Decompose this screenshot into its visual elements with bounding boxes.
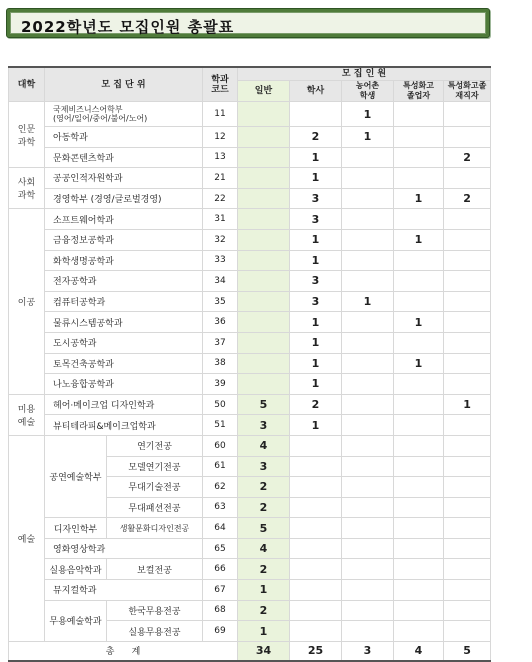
value-cell bbox=[342, 580, 394, 601]
value-cell: 1 bbox=[290, 374, 342, 395]
table-row bbox=[9, 312, 491, 333]
value-cell bbox=[238, 188, 290, 209]
value-cell bbox=[444, 209, 491, 230]
value-cell bbox=[444, 353, 491, 374]
header-quota: 모 집 인 원 bbox=[238, 67, 491, 81]
value-cell: 3 bbox=[290, 291, 342, 312]
value-cell: 1 bbox=[290, 332, 342, 353]
value-cell bbox=[342, 271, 394, 292]
table-row bbox=[9, 394, 491, 415]
value-cell bbox=[444, 250, 491, 271]
value-cell: 2 bbox=[238, 497, 290, 518]
total-value: 34 bbox=[238, 641, 290, 661]
value-cell bbox=[290, 559, 342, 580]
table-row bbox=[9, 559, 491, 580]
value-cell bbox=[342, 229, 394, 250]
table-row bbox=[9, 188, 491, 209]
table-row bbox=[9, 127, 491, 148]
total-value: 25 bbox=[290, 641, 342, 661]
value-cell bbox=[394, 435, 444, 456]
value-cell bbox=[238, 332, 290, 353]
header-col-label: 일반 bbox=[254, 86, 273, 96]
table-row bbox=[9, 291, 491, 312]
header-col-vocational-employed bbox=[444, 81, 491, 102]
value-cell: 1 bbox=[290, 312, 342, 333]
unit-cell: 화학생명공학과 bbox=[45, 250, 203, 271]
unit-cell: 공공인적자원학과 bbox=[45, 168, 203, 189]
value-cell bbox=[394, 147, 444, 168]
value-cell bbox=[394, 168, 444, 189]
value-cell bbox=[290, 538, 342, 559]
value-cell bbox=[290, 621, 342, 642]
unit-cell bbox=[45, 102, 203, 127]
unit-cell: 나노융합공학과 bbox=[45, 374, 203, 395]
value-cell: 2 bbox=[290, 127, 342, 148]
table-row bbox=[9, 147, 491, 168]
code-cell: 21 bbox=[203, 168, 238, 189]
code-cell: 63 bbox=[203, 497, 238, 518]
value-cell: 1 bbox=[290, 353, 342, 374]
value-cell bbox=[444, 497, 491, 518]
header-col-rural bbox=[342, 81, 394, 102]
total-value: 5 bbox=[444, 641, 491, 661]
header-col-general bbox=[238, 81, 290, 102]
code-cell: 32 bbox=[203, 229, 238, 250]
group-cell: 뮤지컬학과 bbox=[45, 580, 203, 601]
value-cell bbox=[238, 271, 290, 292]
unit-cell: 헤어·메이크업 디자인학과 bbox=[45, 394, 203, 415]
code-cell: 37 bbox=[203, 332, 238, 353]
value-cell bbox=[238, 291, 290, 312]
college-cell bbox=[9, 168, 45, 209]
value-cell bbox=[238, 353, 290, 374]
value-cell bbox=[238, 127, 290, 148]
header-code-text: 학과 코드 bbox=[211, 74, 229, 95]
value-cell: 1 bbox=[342, 291, 394, 312]
table-row bbox=[9, 600, 491, 621]
value-cell: 1 bbox=[238, 580, 290, 601]
major-cell: 한국무용전공 bbox=[107, 600, 203, 621]
total-row bbox=[9, 641, 491, 661]
value-cell: 1 bbox=[342, 102, 394, 127]
college-cell: 예술 bbox=[9, 435, 45, 641]
major-cell: 연기전공 bbox=[107, 435, 203, 456]
value-cell bbox=[444, 538, 491, 559]
value-cell bbox=[342, 332, 394, 353]
code-cell: 35 bbox=[203, 291, 238, 312]
value-cell bbox=[342, 477, 394, 498]
value-cell bbox=[342, 456, 394, 477]
value-cell bbox=[342, 415, 394, 436]
major-cell: 모델연기전공 bbox=[107, 456, 203, 477]
value-cell: 1 bbox=[342, 127, 394, 148]
code-cell: 66 bbox=[203, 559, 238, 580]
value-cell bbox=[342, 621, 394, 642]
code-cell: 22 bbox=[203, 188, 238, 209]
value-cell bbox=[394, 209, 444, 230]
value-cell bbox=[342, 209, 394, 230]
unit-cell: 아동학과 bbox=[45, 127, 203, 148]
value-cell bbox=[394, 456, 444, 477]
value-cell bbox=[444, 332, 491, 353]
table-row bbox=[9, 168, 491, 189]
value-cell bbox=[238, 312, 290, 333]
value-cell bbox=[290, 600, 342, 621]
major-cell: 실용무용전공 bbox=[107, 621, 203, 642]
value-cell: 5 bbox=[238, 394, 290, 415]
major-cell: 보컬전공 bbox=[107, 559, 203, 580]
unit-cell: 소프트웨어학과 bbox=[45, 209, 203, 230]
table-row bbox=[9, 102, 491, 127]
group-cell: 실용음악학과 bbox=[45, 559, 107, 580]
value-cell bbox=[342, 250, 394, 271]
value-cell: 1 bbox=[394, 312, 444, 333]
value-cell bbox=[444, 127, 491, 148]
code-cell: 12 bbox=[203, 127, 238, 148]
value-cell bbox=[342, 538, 394, 559]
value-cell bbox=[394, 621, 444, 642]
value-cell: 1 bbox=[290, 229, 342, 250]
code-cell: 36 bbox=[203, 312, 238, 333]
value-cell bbox=[444, 291, 491, 312]
value-cell bbox=[394, 250, 444, 271]
value-cell: 1 bbox=[290, 168, 342, 189]
value-cell bbox=[290, 580, 342, 601]
value-cell: 2 bbox=[290, 394, 342, 415]
value-cell bbox=[394, 271, 444, 292]
value-cell: 1 bbox=[290, 415, 342, 436]
value-cell bbox=[290, 456, 342, 477]
value-cell bbox=[238, 209, 290, 230]
group-cell: 디자인학부 bbox=[45, 518, 107, 539]
header-col-label: 학사 bbox=[306, 86, 325, 96]
value-cell bbox=[444, 102, 491, 127]
code-cell: 38 bbox=[203, 353, 238, 374]
value-cell bbox=[238, 102, 290, 127]
code-cell: 64 bbox=[203, 518, 238, 539]
value-cell bbox=[342, 497, 394, 518]
code-cell: 51 bbox=[203, 415, 238, 436]
code-cell: 65 bbox=[203, 538, 238, 559]
value-cell bbox=[394, 415, 444, 436]
college-label: 사회 과학 bbox=[17, 178, 36, 202]
value-cell: 5 bbox=[238, 518, 290, 539]
value-cell bbox=[290, 477, 342, 498]
code-cell: 69 bbox=[203, 621, 238, 642]
value-cell bbox=[444, 518, 491, 539]
value-cell: 1 bbox=[394, 353, 444, 374]
total-value: 4 bbox=[394, 641, 444, 661]
value-cell: 2 bbox=[238, 559, 290, 580]
value-cell: 3 bbox=[290, 271, 342, 292]
header-col-label: 농어촌 학생 bbox=[355, 81, 380, 100]
total-label: 총 계 bbox=[9, 641, 238, 661]
value-cell: 3 bbox=[238, 415, 290, 436]
code-cell: 34 bbox=[203, 271, 238, 292]
table-row bbox=[9, 209, 491, 230]
unit-cell: 경영학부 (경영/글로벌경영) bbox=[45, 188, 203, 209]
table-row bbox=[9, 271, 491, 292]
value-cell bbox=[394, 102, 444, 127]
group-cell: 영화영상학과 bbox=[45, 538, 203, 559]
table-row bbox=[9, 538, 491, 559]
value-cell bbox=[444, 229, 491, 250]
table-row bbox=[9, 435, 491, 456]
table-row bbox=[9, 374, 491, 395]
value-cell bbox=[342, 188, 394, 209]
value-cell bbox=[394, 394, 444, 415]
unit-cell: 전자공학과 bbox=[45, 271, 203, 292]
quota-table bbox=[8, 66, 491, 662]
value-cell: 1 bbox=[394, 188, 444, 209]
value-cell: 1 bbox=[238, 621, 290, 642]
college-cell bbox=[9, 102, 45, 168]
college-cell: 이공 bbox=[9, 209, 45, 394]
unit-cell: 물류시스템공학과 bbox=[45, 312, 203, 333]
value-cell bbox=[444, 456, 491, 477]
code-cell: 33 bbox=[203, 250, 238, 271]
value-cell bbox=[444, 477, 491, 498]
header-col-vocational bbox=[394, 81, 444, 102]
value-cell bbox=[394, 291, 444, 312]
value-cell: 4 bbox=[238, 538, 290, 559]
value-cell bbox=[342, 353, 394, 374]
code-cell: 39 bbox=[203, 374, 238, 395]
page-title: 2022학년도 모집인원 총괄표 bbox=[21, 18, 235, 36]
value-cell bbox=[342, 559, 394, 580]
major-cell: 무대패션전공 bbox=[107, 497, 203, 518]
unit-label: 국제비즈니스어학부 (영어/일어/중어/불어/노어) bbox=[53, 105, 148, 123]
header-col-bachelor bbox=[290, 81, 342, 102]
header-col-label: 특성화고 졸업자 bbox=[403, 81, 434, 100]
code-cell: 11 bbox=[203, 102, 238, 127]
value-cell bbox=[394, 559, 444, 580]
code-cell: 31 bbox=[203, 209, 238, 230]
value-cell bbox=[444, 374, 491, 395]
value-cell bbox=[444, 435, 491, 456]
value-cell: 2 bbox=[238, 477, 290, 498]
value-cell: 1 bbox=[290, 250, 342, 271]
value-cell bbox=[444, 312, 491, 333]
value-cell bbox=[342, 435, 394, 456]
value-cell bbox=[342, 394, 394, 415]
value-cell bbox=[342, 600, 394, 621]
value-cell bbox=[394, 127, 444, 148]
value-cell bbox=[394, 477, 444, 498]
value-cell: 1 bbox=[394, 229, 444, 250]
value-cell: 3 bbox=[290, 209, 342, 230]
value-cell: 1 bbox=[290, 147, 342, 168]
table-row bbox=[9, 332, 491, 353]
value-cell bbox=[394, 518, 444, 539]
college-label: 인문 과학 bbox=[17, 124, 36, 148]
unit-cell: 뷰티테라피&메이크업학과 bbox=[45, 415, 203, 436]
unit-cell: 토목건축공학과 bbox=[45, 353, 203, 374]
value-cell bbox=[290, 518, 342, 539]
code-cell: 50 bbox=[203, 394, 238, 415]
college-cell bbox=[9, 394, 45, 435]
total-value: 3 bbox=[342, 641, 394, 661]
major-cell: 무대기술전공 bbox=[107, 477, 203, 498]
unit-cell: 문화콘텐츠학과 bbox=[45, 147, 203, 168]
unit-cell: 금융정보공학과 bbox=[45, 229, 203, 250]
college-label: 미용 예술 bbox=[17, 404, 36, 428]
group-cell: 무용예술학과 bbox=[45, 600, 107, 641]
value-cell: 3 bbox=[290, 188, 342, 209]
value-cell bbox=[342, 147, 394, 168]
title-box bbox=[6, 8, 490, 38]
code-cell: 62 bbox=[203, 477, 238, 498]
value-cell bbox=[238, 147, 290, 168]
table-row bbox=[9, 415, 491, 436]
title-inner bbox=[10, 12, 486, 34]
value-cell bbox=[290, 435, 342, 456]
code-cell: 13 bbox=[203, 147, 238, 168]
value-cell bbox=[342, 168, 394, 189]
value-cell bbox=[238, 168, 290, 189]
code-cell: 68 bbox=[203, 600, 238, 621]
value-cell bbox=[238, 229, 290, 250]
value-cell bbox=[290, 102, 342, 127]
value-cell bbox=[444, 600, 491, 621]
table-row bbox=[9, 518, 491, 539]
value-cell bbox=[238, 250, 290, 271]
value-cell: 2 bbox=[444, 147, 491, 168]
header-code bbox=[203, 67, 238, 102]
value-cell bbox=[444, 168, 491, 189]
value-cell bbox=[394, 580, 444, 601]
value-cell bbox=[290, 497, 342, 518]
value-cell bbox=[394, 374, 444, 395]
value-cell bbox=[238, 374, 290, 395]
group-cell: 공연예술학부 bbox=[45, 435, 107, 517]
value-cell bbox=[394, 332, 444, 353]
table-row bbox=[9, 580, 491, 601]
value-cell: 2 bbox=[444, 188, 491, 209]
value-cell bbox=[444, 271, 491, 292]
major-cell: 생활문화디자인전공 bbox=[107, 518, 203, 539]
value-cell bbox=[444, 621, 491, 642]
table-row bbox=[9, 250, 491, 271]
value-cell bbox=[444, 415, 491, 436]
value-cell bbox=[342, 312, 394, 333]
value-cell bbox=[394, 497, 444, 518]
table-row bbox=[9, 353, 491, 374]
header-col-label: 특성화고졸 재직자 bbox=[447, 81, 487, 100]
code-cell: 61 bbox=[203, 456, 238, 477]
value-cell bbox=[394, 538, 444, 559]
value-cell: 1 bbox=[444, 394, 491, 415]
table-row bbox=[9, 229, 491, 250]
header-college: 대학 bbox=[9, 67, 45, 102]
value-cell: 2 bbox=[238, 600, 290, 621]
header-unit: 모 집 단 위 bbox=[45, 67, 203, 102]
value-cell: 4 bbox=[238, 435, 290, 456]
code-cell: 67 bbox=[203, 580, 238, 601]
code-cell: 60 bbox=[203, 435, 238, 456]
value-cell bbox=[444, 580, 491, 601]
value-cell bbox=[394, 600, 444, 621]
unit-cell: 컴퓨터공학과 bbox=[45, 291, 203, 312]
unit-cell: 도시공학과 bbox=[45, 332, 203, 353]
value-cell bbox=[342, 374, 394, 395]
value-cell bbox=[342, 518, 394, 539]
value-cell bbox=[444, 559, 491, 580]
value-cell: 3 bbox=[238, 456, 290, 477]
